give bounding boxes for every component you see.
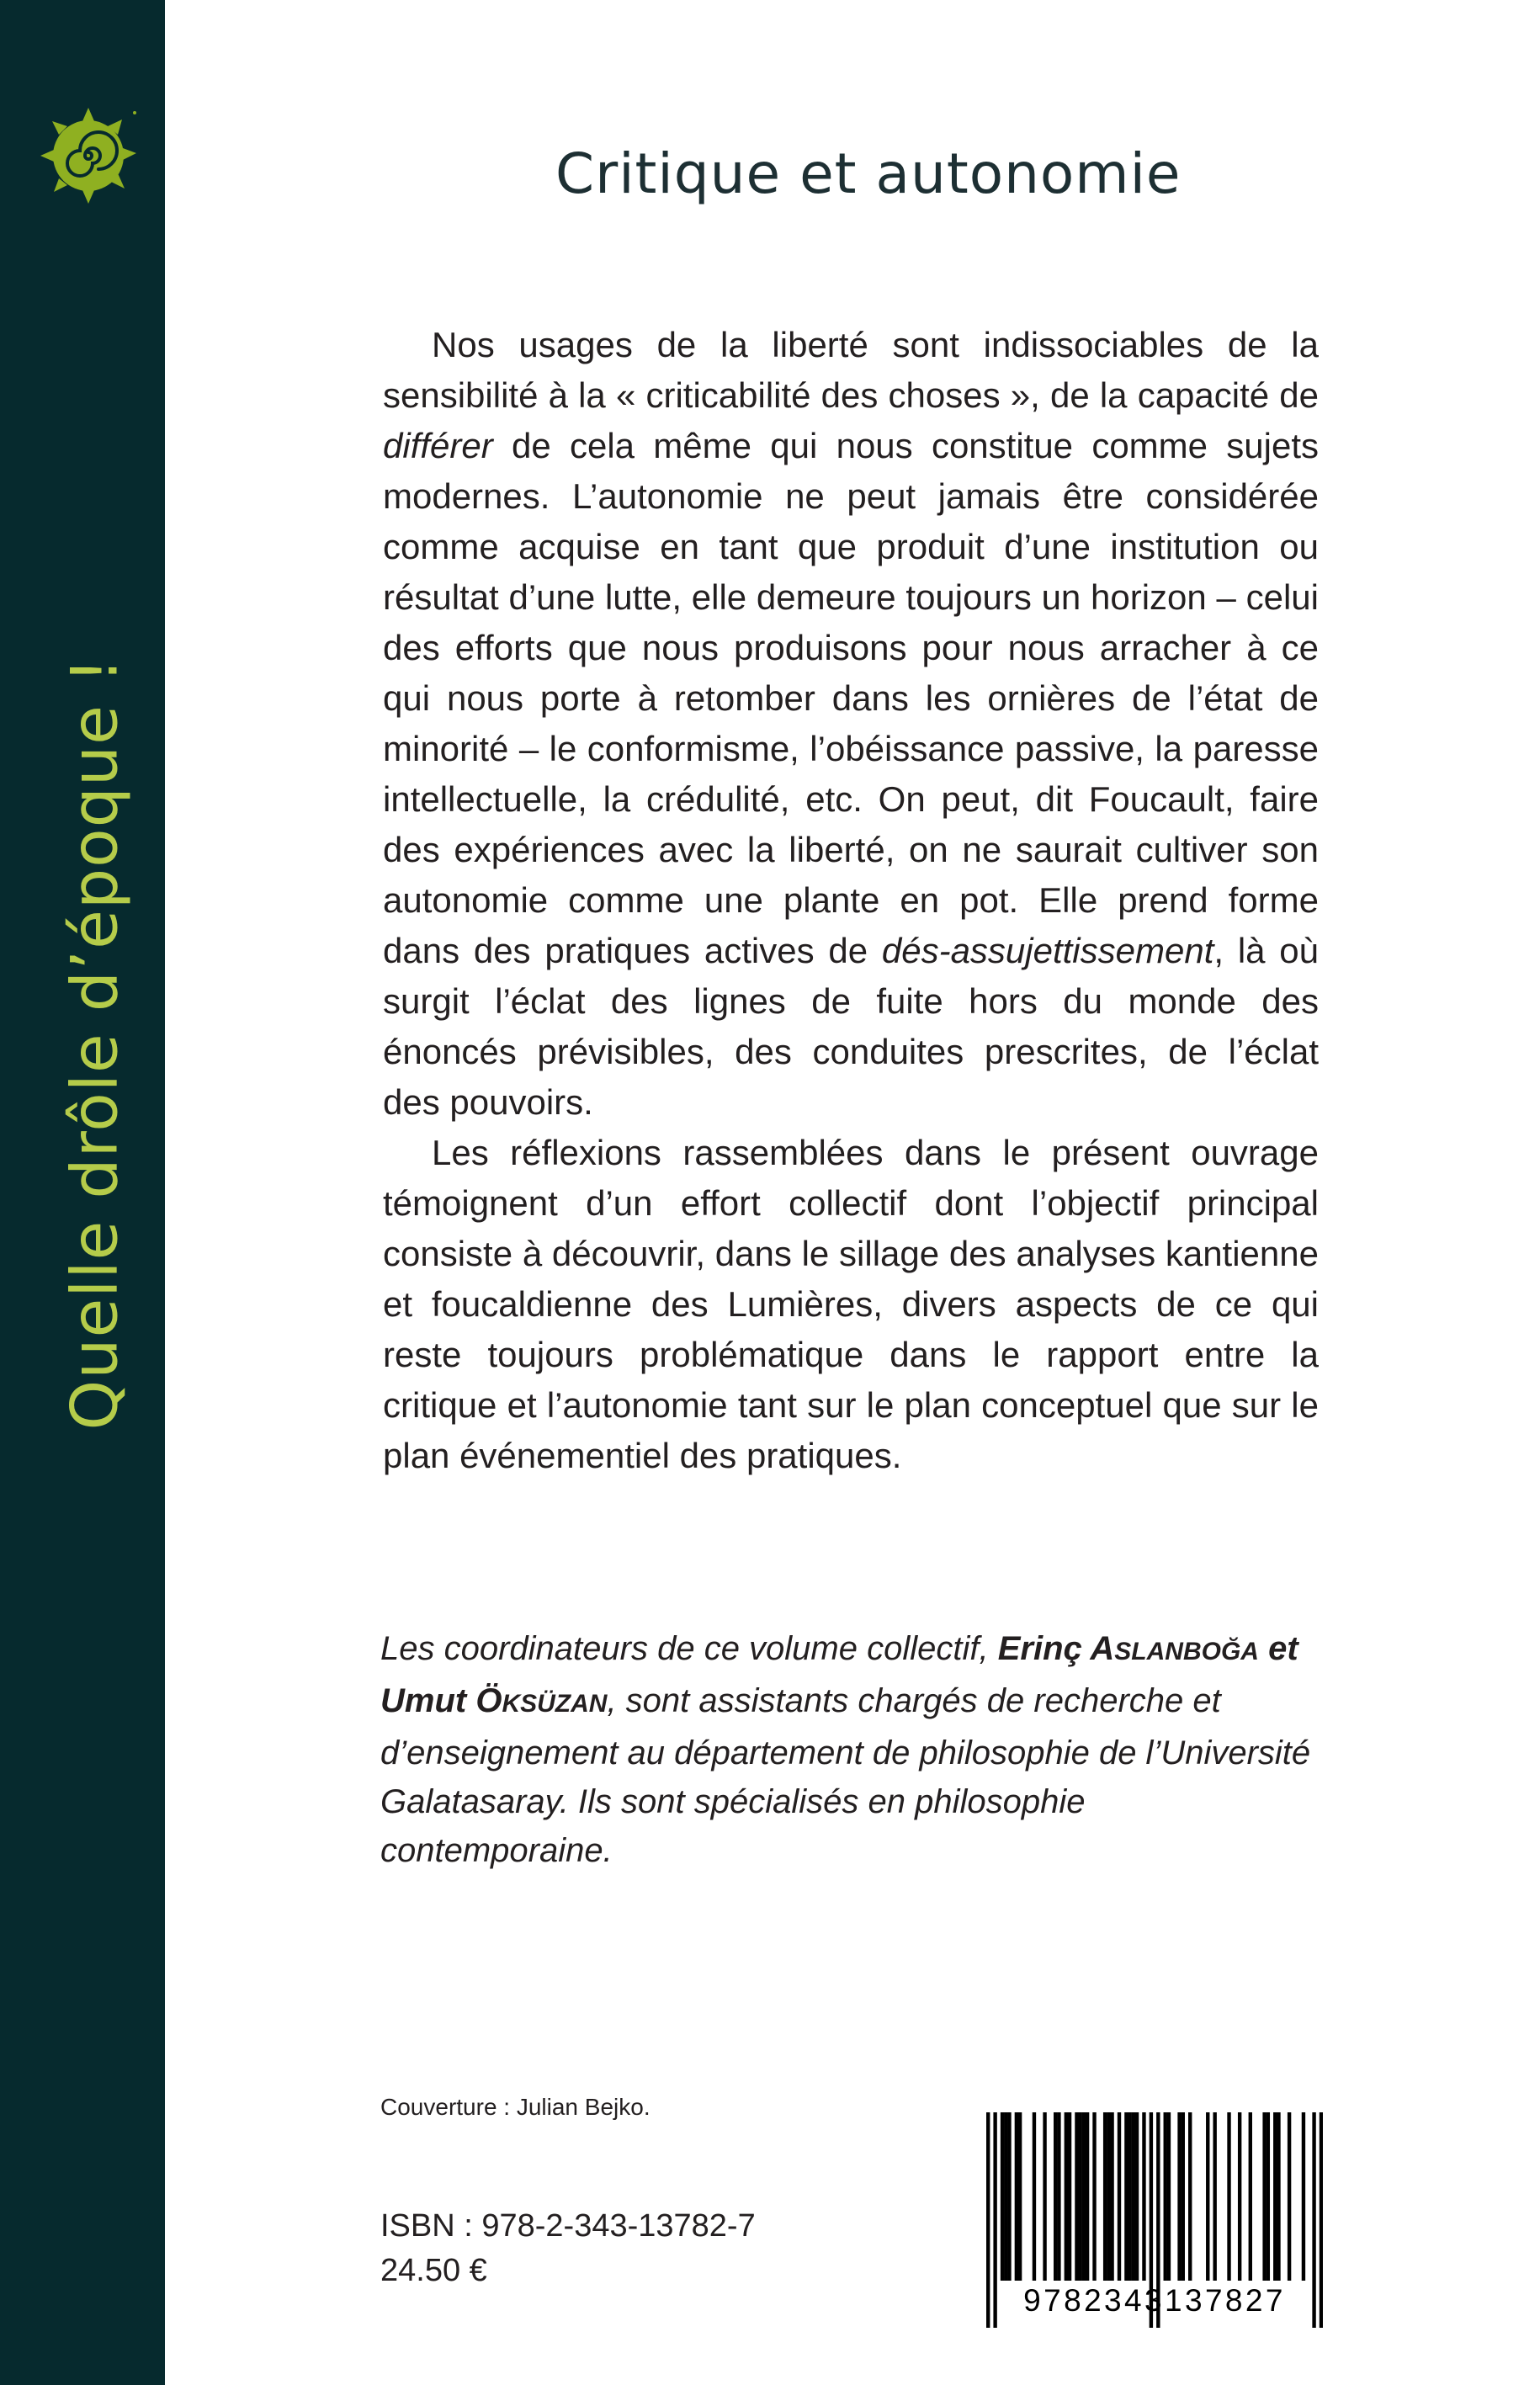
blurb-paragraph-2: Les réflexions rassemblées dans le présent ouvrage témoignent d’un effort collectif dont l’objectif principal consiste à découvrir, dans le sillage des analyses kantienne et foucaldienne des Lumières, divers aspects de ce qui reste toujours problématique dans le rapport entre la critique et l’autonomie tant sur le plan conceptuel que sur le plan événementiel des pratiques.: [383, 1133, 1319, 1475]
barcode-bar: [1302, 2112, 1305, 2281]
barcode-bar: [1128, 2112, 1131, 2281]
isbn: ISBN : 978-2-343-13782-7: [380, 2208, 756, 2244]
barcode-bar: [1206, 2112, 1209, 2281]
barcode-bar: [1078, 2112, 1081, 2281]
cover-credit: Couverture : Julian Bejko.: [380, 2094, 651, 2120]
blurb: [383, 320, 1319, 1481]
name-part: Ö: [475, 1682, 502, 1719]
name-part: Umut: [380, 1682, 476, 1719]
coordinators-bio: [380, 1624, 1323, 1875]
name-part: Erinç: [997, 1630, 1091, 1667]
book-title: Critique et autonomie: [555, 141, 1182, 206]
barcode-bar: [1267, 2112, 1270, 2281]
barcode-bar: [1065, 2112, 1068, 2281]
name-part: SLANBOĞA: [1114, 1638, 1259, 1665]
barcode-bar: [1288, 2112, 1291, 2281]
barcode-bar: [1262, 2112, 1266, 2281]
price: 24.50 €: [380, 2253, 487, 2288]
barcode-bar: [1188, 2112, 1192, 2281]
barcode-bar: [1167, 2112, 1171, 2281]
barcode-bar: [1043, 2112, 1046, 2281]
blurb-paragraph-1: [383, 320, 1319, 1128]
barcode-bar: [1092, 2112, 1096, 2281]
barcode-bar: [1135, 2112, 1139, 2281]
blurb-text: , là où surgit l’éclat des lignes de fuite hors du monde des énoncés prévisibles, des conduites prescrites, de l’éclat des pouvoirs.: [383, 931, 1319, 1122]
blurb-text: Nos usages de la liberté sont indissociables de la sensibilité à la « criticabilité des choses », de la capacité de: [383, 325, 1319, 415]
barcode-bar: [1238, 2112, 1241, 2281]
barcode-bar: [1132, 2112, 1135, 2281]
barcode-bar: [1007, 2112, 1011, 2281]
barcode-bar: [1213, 2112, 1216, 2281]
blurb-emphasis: différer: [383, 426, 493, 465]
barcode-bar: [1086, 2112, 1089, 2281]
bio-text: Les coordinateurs de ce volume collectif,: [380, 1630, 998, 1667]
barcode-bar: [1015, 2112, 1018, 2281]
barcode-bar: [1054, 2112, 1057, 2281]
barcode-bar: [1227, 2112, 1230, 2281]
barcode-bar: [1004, 2112, 1007, 2281]
barcode-bar: [1107, 2112, 1110, 2281]
blurb-text: de cela même qui nous constitue comme sujets modernes. L’autonomie ne peut jamais être considérée comme acquise en tant que produit d’une institution ou résultat d’une lutte, elle demeure toujours un horizon – celui des efforts que nous produisons pour nous arracher à ce qui nous porte à retomber dans les ornières de l’état de minorité – le conformisme, l’obéissance passive, la paresse intellectuelle, la crédulité, etc. On peut, dit Foucault, faire des expériences avec la liberté, on ne saurait cultiver son autonomie comme une plante en pot. Elle prend forme dans des pratiques actives de: [383, 426, 1319, 970]
name-part: A: [1090, 1630, 1115, 1667]
barcode-bar: [1124, 2112, 1128, 2281]
barcode-bar: [1103, 2112, 1107, 2281]
barcode-bar: [1177, 2112, 1181, 2281]
spiral-logo-icon: [34, 101, 143, 210]
series-title: Quelle drôle d’époque !: [56, 656, 132, 1431]
barcode-bar: [1182, 2112, 1185, 2281]
barcode-bar: [1001, 2112, 1004, 2281]
barcode-bar: [1082, 2112, 1086, 2281]
barcode-bar: [1249, 2112, 1252, 2281]
blurb-emphasis: dés-assujettissement: [881, 931, 1214, 970]
barcode-bar: [1118, 2112, 1121, 2281]
barcode-bar: [1075, 2112, 1078, 2281]
barcode-bar: [1018, 2112, 1022, 2281]
barcode-digits: 9782343137827: [1023, 2283, 1286, 2318]
barcode-bar: [1057, 2112, 1060, 2281]
bio-text: , sont assistants chargés de recherche et d’enseignement au département de philosophie de l’Université Galatasaray. Ils sont spécialisés en philosophie contemporaine.: [380, 1682, 1311, 1869]
name-part: KSÜZAN: [502, 1690, 608, 1718]
barcode-bar: [1110, 2112, 1113, 2281]
barcode-bar: [1164, 2112, 1167, 2281]
spine-band: [0, 0, 165, 2385]
barcode-bar: [1273, 2112, 1277, 2281]
barcode-bar: [1033, 2112, 1036, 2281]
name-part: et: [1258, 1630, 1298, 1667]
barcode-bar: [1277, 2112, 1280, 2281]
barcode-bar: [1068, 2112, 1071, 2281]
barcode-bar: [1142, 2112, 1145, 2281]
